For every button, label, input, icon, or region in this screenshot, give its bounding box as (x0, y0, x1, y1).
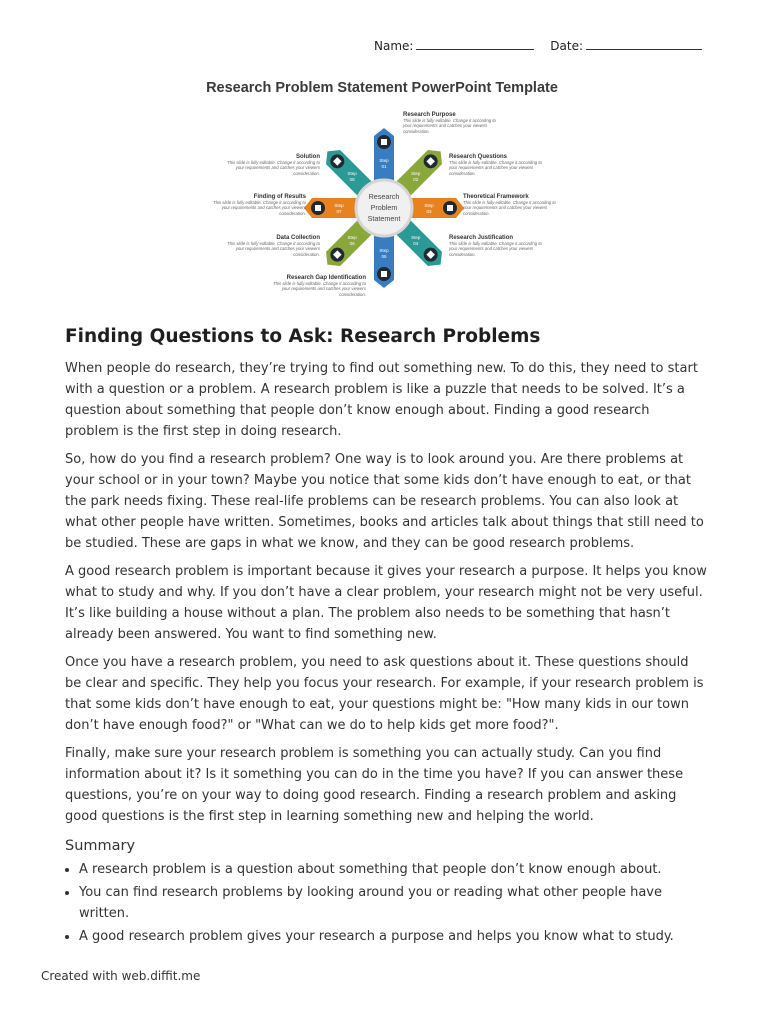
summary-list (65, 859, 707, 947)
label-desc: This slide is fully editable. Change it according to your requirements and catches your viewers consideration. (403, 118, 496, 134)
label-desc: This slide is fully editable. Change it according to your requirements and catches your viewers consideration. (463, 200, 556, 216)
label-theoretical-framework (463, 194, 563, 216)
step-label: Step (347, 234, 357, 240)
step-label: Step (379, 248, 389, 253)
step-label: Step (347, 171, 357, 177)
label-data-collection (222, 235, 320, 257)
step-petal (304, 198, 357, 218)
date-label: Date: (550, 39, 583, 53)
date-blank (586, 38, 702, 50)
step-label: Step (411, 171, 421, 177)
center-text-1: Research (368, 192, 400, 201)
step-petal (411, 198, 464, 218)
summary-item: • A good research problem gives your research a purpose and helps you know what to study. (79, 926, 707, 947)
page-heading: Finding Questions to Ask: Research Problems (65, 326, 541, 347)
paragraph: When people do research, they’re trying to find out something new. To do this, they need to start with a question or a problem. A research problem is like a puzzle that needs to be solved. It’s a question about something that people don’t know enough about. Finding a good research problem is the first step in doing research. (65, 361, 698, 439)
label-title: Research Questions (449, 154, 508, 160)
summary-item: • A research problem is a question about something that people don’t know enough about. (79, 859, 707, 880)
label-title: Theoretical Framework (463, 194, 529, 200)
label-desc: This slide is fully editable. Change it according to your requirements and catches your viewers consideration. (213, 200, 306, 216)
name-date-header (374, 38, 702, 53)
label-title: Data Collection (276, 235, 320, 241)
summary-item: • You can find research problems by looking around you or reading what other people have written. (79, 882, 707, 924)
center-text-2: Problem (370, 203, 398, 212)
step-number: 05 (381, 254, 387, 259)
label-research-purpose (403, 112, 499, 134)
step-label: Step (411, 234, 421, 240)
paragraph: So, how do you find a research problem? One way is to look around you. Are there problems at your school or in your town? Maybe you notice that some kids don’t have enough to eat, or that the park needs fixing. These real-life problems can be research problems. You can also look at what other people have written. Sometimes, books and articles talk about things that still need to be studied. These are gaps in what we know, and they can be good research problems. (65, 452, 704, 551)
name-blank (416, 38, 534, 50)
step-number: 02 (413, 177, 419, 183)
paragraph: Once you have a research problem, you need to ask questions about it. These questions should be clear and specific. They help you focus your research. For example, if your research problem is that some kids don’t have enough to eat, your questions might be: "How many kids in our town don’t have enough food?" or "What can we do to help kids get more food?". (65, 655, 704, 733)
label-title: Finding of Results (253, 194, 306, 200)
step-number: 08 (349, 177, 355, 183)
step-number: 03 (426, 209, 432, 214)
diagram-title: Research Problem Statement PowerPoint Template (206, 80, 558, 96)
step-label: Step (424, 203, 434, 208)
label-research-gap-identification (270, 275, 366, 297)
label-research-questions (449, 154, 549, 176)
label-desc: This slide is fully editable. Change it according to your requirements and catches your viewers consideration. (449, 241, 542, 257)
step-label: Step (334, 203, 344, 208)
label-title: Research Purpose (403, 112, 456, 118)
label-desc: This slide is fully editable. Change it according to your requirements and catches your viewers consideration. (227, 160, 320, 176)
label-desc: This slide is fully editable. Change it according to your requirements and catches your viewers consideration. (273, 281, 366, 297)
label-title: Research Gap Identification (286, 275, 366, 281)
article-body (65, 358, 707, 949)
step-petal (374, 235, 394, 288)
footer-credit: Created with web.diffit.me (41, 969, 201, 983)
label-finding-of-results (208, 194, 306, 216)
diagram-graphic (172, 68, 592, 304)
paragraph: A good research problem is important because it gives your research a purpose. It helps you know what to study and why. If you don’t have a clear problem, your research might not be very useful. It’s like building a house without a plan. The problem also needs to be something that hasn’t already been answered. You want to find something new. (65, 564, 707, 642)
step-number: 06 (349, 240, 355, 246)
paragraph: Finally, make sure your research problem is something you can actually study. Can you find information about it? Is it something you can do in the time you have? If you can answer these questions, you’re on your way to doing good research. Finding a research problem and asking good questions is the first step in learning something new and helping the world. (65, 746, 684, 824)
step-label: Step (379, 158, 389, 163)
label-desc: This slide is fully editable. Change it according to your requirements and catches your viewers consideration. (227, 241, 320, 257)
step-petal (374, 128, 394, 181)
step-number: 04 (413, 240, 419, 246)
step-number: 01 (381, 164, 387, 169)
center-text-3: Statement (367, 214, 401, 223)
label-research-justification (449, 235, 549, 257)
label-title: Solution (296, 154, 320, 160)
research-problem-diagram (172, 68, 592, 304)
label-title: Research Justification (449, 235, 514, 241)
label-solution (222, 154, 320, 176)
name-label: Name: (373, 39, 414, 53)
summary-title: Summary (65, 838, 136, 854)
label-desc: This slide is fully editable. Change it according to your requirements and catches your viewers consideration. (449, 160, 542, 176)
step-number: 07 (336, 209, 342, 214)
